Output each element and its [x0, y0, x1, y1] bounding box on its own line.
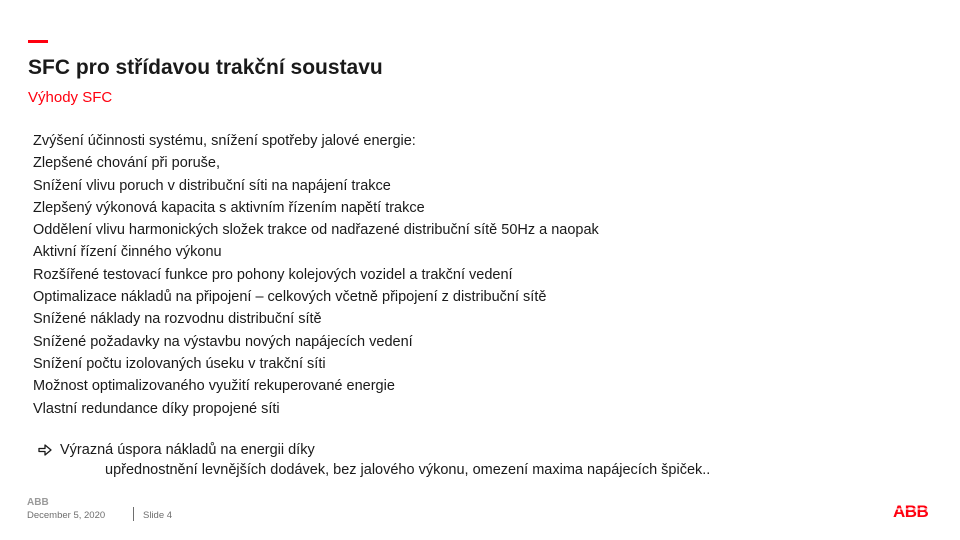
list-item: Zlepšené chování při poruše, — [33, 155, 220, 172]
footer-date: December 5, 2020 — [27, 510, 106, 521]
slide-number: Slide 4 — [143, 510, 173, 521]
list-item: Rozšířené testovací funkce pro pohony kolejových vozidel a trakční vedení — [33, 266, 513, 283]
abb-logo-small — [27, 496, 53, 506]
svg-text:ABB: ABB — [893, 503, 929, 519]
list-item: Snížené požadavky na výstavbu nových napájecích vedení — [33, 333, 413, 350]
list-item: Vlastní redundance díky propojené síti — [33, 400, 280, 417]
slide-subtitle: Výhody SFC — [28, 89, 113, 106]
list-item: Zvýšení účinnosti systému, snížení spotřeby jalové energie: — [33, 133, 416, 149]
arrow-right-icon — [38, 443, 52, 457]
list-item: Oddělení vlivu harmonických složek trakce od nadřazené distribuční sítě 50Hz a naopak — [33, 222, 599, 239]
title-accent-bar — [28, 40, 48, 43]
list-item: Snížení počtu izolovaných úseku v trakční síti — [33, 355, 326, 372]
list-item: Možnost optimalizovaného využití rekuperované energie — [33, 378, 395, 395]
conclusion-row — [38, 440, 710, 460]
conclusion — [38, 440, 710, 480]
footer-divider — [133, 507, 134, 521]
list-item: Optimalizace nákladů na připojení – celkových včetně připojení z distribuční sítě — [33, 289, 547, 306]
benefits-list — [33, 130, 599, 420]
list-item: Zlepšený výkonová kapacita s aktivním řízením napětí trakce — [33, 199, 425, 216]
abb-logo — [893, 503, 935, 519]
conclusion-line-2: upřednostnění levnějších dodávek, bez jalového výkonu, omezení maxima napájecích špiček.. — [105, 462, 711, 478]
list-item: Snížené náklady na rozvodnu distribuční sítě — [33, 311, 322, 328]
svg-text:ABB: ABB — [27, 497, 49, 506]
list-item: Aktivní řízení činného výkonu — [33, 244, 222, 261]
list-item: Snížení vlivu poruch v distribuční síti na napájení trakce — [33, 177, 391, 194]
conclusion-line-1: Výrazná úspora nákladů na energii díky — [60, 442, 315, 458]
slide-title: SFC pro střídavou trakční soustavu — [28, 56, 383, 79]
